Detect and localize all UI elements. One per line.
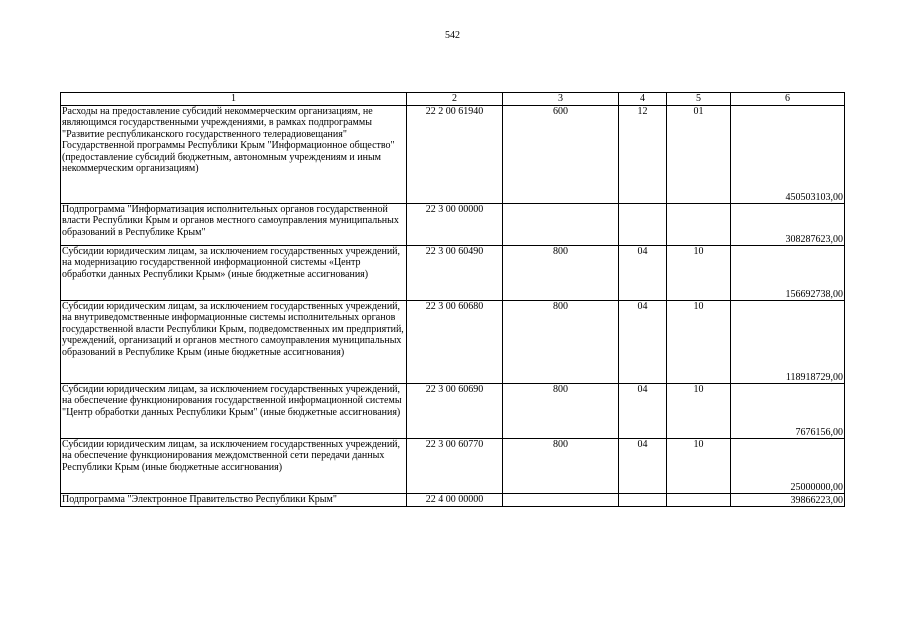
row-amount: 39866223,00 <box>731 494 845 507</box>
column-header: 5 <box>667 93 731 106</box>
table-row <box>61 204 845 246</box>
table-row <box>61 106 845 204</box>
row-col3: 600 <box>503 106 619 204</box>
row-amount: 450503103,00 <box>731 106 845 204</box>
row-col3: 800 <box>503 384 619 439</box>
row-description: Субсидии юридическим лицам, за исключением государственных учреждений, на обеспечение функционирования междомственной сети передачи данных Республики Крым (иные бюджетные ассигнования) <box>61 439 407 494</box>
row-amount: 118918729,00 <box>731 301 845 384</box>
column-header: 6 <box>731 93 845 106</box>
row-col4: 12 <box>619 106 667 204</box>
row-col5: 10 <box>667 384 731 439</box>
row-amount: 7676156,00 <box>731 384 845 439</box>
column-header: 1 <box>61 93 407 106</box>
row-code: 22 3 00 60680 <box>407 301 503 384</box>
row-col3 <box>503 204 619 246</box>
row-description: Субсидии юридическим лицам, за исключением государственных учреждений, на обеспечение функционирования государственной информационной системы "Центр обработки данных Республики Крым" (иные бюджетные ассигнования) <box>61 384 407 439</box>
row-col5: 10 <box>667 439 731 494</box>
row-description: Расходы на предоставление субсидий некоммерческим организациям, не являющимся государственными учреждениями, в рамках подпрограммы "Развитие республиканского государственного телерадиовещания" Государственной программы Республики Крым "Информационное общество" (предоставление субсидий бюджетным, автономным учреждениям и иным некоммерческим организациям) <box>61 106 407 204</box>
row-col4: 04 <box>619 384 667 439</box>
row-col5: 01 <box>667 106 731 204</box>
row-col5: 10 <box>667 246 731 301</box>
table-row <box>61 439 845 494</box>
row-col4: 04 <box>619 301 667 384</box>
row-col4 <box>619 204 667 246</box>
budget-table <box>60 92 845 507</box>
table-row <box>61 301 845 384</box>
row-col4: 04 <box>619 439 667 494</box>
row-code: 22 3 00 60690 <box>407 384 503 439</box>
row-col4 <box>619 494 667 507</box>
row-amount: 308287623,00 <box>731 204 845 246</box>
row-code: 22 3 00 60770 <box>407 439 503 494</box>
row-description: Субсидии юридическим лицам, за исключением государственных учреждений, на внутриведомственные информационные системы исполнительных органов государственной власти Республики Крым, подведомственных им предприятий, учреждений, организаций и органов местного самоуправления муниципальных образований в Республике Крым (иные бюджетные ассигнования) <box>61 301 407 384</box>
row-amount: 156692738,00 <box>731 246 845 301</box>
column-header: 4 <box>619 93 667 106</box>
row-col3: 800 <box>503 246 619 301</box>
row-col3 <box>503 494 619 507</box>
row-col5 <box>667 494 731 507</box>
row-col5 <box>667 204 731 246</box>
row-col3: 800 <box>503 301 619 384</box>
row-description: Подпрограмма "Информатизация исполнительных органов государственной власти Республики Крым и органов местного самоуправления муниципальных образований в Республике Крым" <box>61 204 407 246</box>
row-amount: 25000000,00 <box>731 439 845 494</box>
row-col3: 800 <box>503 439 619 494</box>
table-row <box>61 494 845 507</box>
row-col5: 10 <box>667 301 731 384</box>
row-code: 22 4 00 00000 <box>407 494 503 507</box>
table-row <box>61 384 845 439</box>
row-description: Подпрограмма "Электронное Правительство Республики Крым" <box>61 494 407 507</box>
column-header: 2 <box>407 93 503 106</box>
row-code: 22 2 00 61940 <box>407 106 503 204</box>
table-row <box>61 246 845 301</box>
column-header: 3 <box>503 93 619 106</box>
row-code: 22 3 00 00000 <box>407 204 503 246</box>
table-header-row <box>61 93 845 106</box>
row-description: Субсидии юридическим лицам, за исключением государственных учреждений, на модернизацию государственной информационной системы «Центр обработки данных Республики Крым» (иные бюджетные ассигнования) <box>61 246 407 301</box>
row-col4: 04 <box>619 246 667 301</box>
row-code: 22 3 00 60490 <box>407 246 503 301</box>
page-number: 542 <box>445 30 460 41</box>
